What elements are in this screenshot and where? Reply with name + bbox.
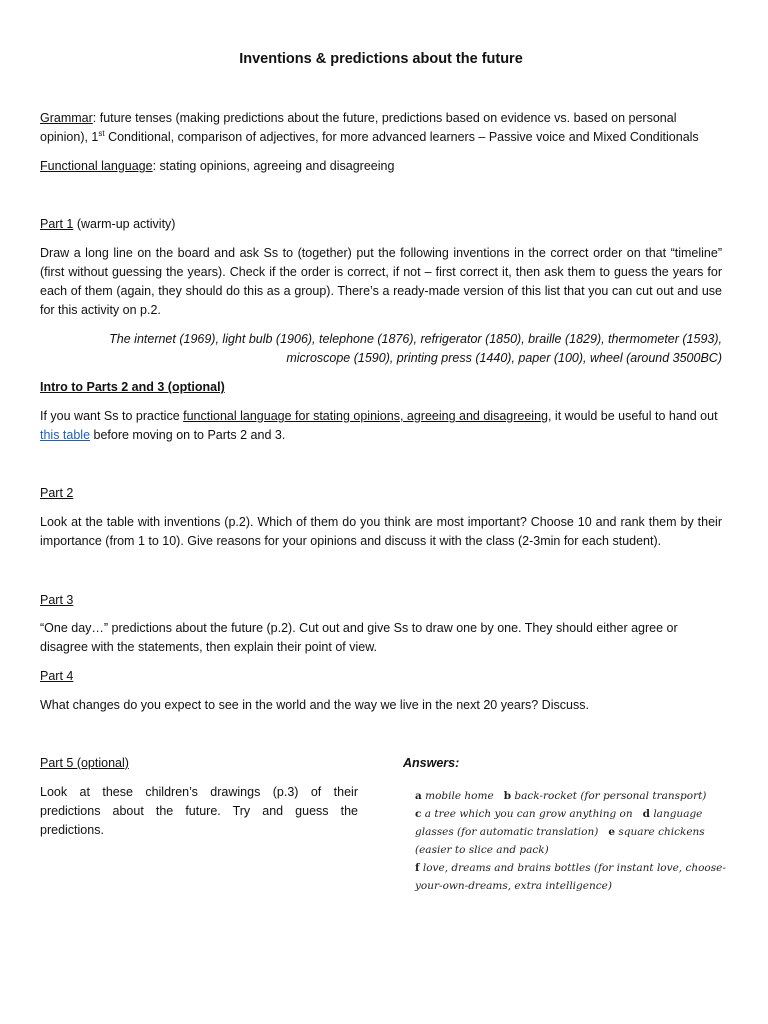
part1-heading-note: (warm-up activity): [73, 217, 176, 231]
part2-body: Look at the table with inventions (p.2). Which of them do you think are most important? Choose 10 and rank them by their importance (from 1 to 10). Give reasons for your opinions and discuss it with the class (2-3min for each student).: [40, 515, 722, 548]
inventions-list-line-2: microscope (1590), printing press (1440), paper (100), wheel (around 3500BC): [286, 351, 722, 365]
grammar-text-1: : future tenses (making predictions about the future, predictions based on evidence vs. based on personal opinion), 1: [40, 111, 677, 144]
part1-body: Draw a long line on the board and ask Ss to (together) put the following inventions in the correct order on that “timeline” (first without guessing the years). Check if the order is correct, if not – first correct it, then ask them to guess the years for each of them (again, they should do this as a group). There’s a ready-made version of this list that you can cut out and use for this activity on p.2.: [40, 246, 722, 317]
part3-heading: Part 3: [40, 593, 74, 607]
part4-heading: Part 4: [40, 669, 74, 683]
part2-heading: Part 2: [40, 486, 74, 500]
grammar-text-2: Conditional, comparison of adjectives, for more advanced learners – Passive voice and Mixed Conditionals: [104, 130, 699, 144]
functional-language-label: Functional language: [40, 159, 153, 173]
answers-heading: Answers:: [403, 756, 460, 770]
answers-list: [415, 787, 737, 895]
inventions-list-line-1: The internet (1969), light bulb (1906), telephone (1876), refrigerator (1850), braille (1829), thermometer (1593),: [109, 332, 722, 346]
answer-letter: f: [415, 862, 420, 874]
grammar-label: Grammar: [40, 111, 93, 125]
answer-letter: c: [415, 808, 422, 820]
this-table-link[interactable]: this table: [40, 428, 91, 442]
page-title: Inventions & predictions about the future: [239, 51, 523, 67]
intro-text-1: If you want Ss to practice: [40, 409, 184, 423]
intro-underlined-text: functional language for stating opinions, agreeing and disagreeing: [183, 409, 548, 423]
answer-text: back-rocket (for personal transport): [514, 790, 707, 802]
part1-heading: [40, 215, 722, 234]
grammar-paragraph: [40, 109, 722, 147]
answer-text: square chickens (easier to slice and pack): [415, 826, 705, 856]
part3-body: “One day…” predictions about the future (p.2). Cut out and give Ss to draw one by one. They should either agree or disagree with the statements, then explain their point of view.: [40, 621, 678, 654]
intro-text-3: before moving on to Parts 2 and 3.: [90, 428, 286, 442]
answer-text: language glasses (for automatic translation): [415, 808, 703, 838]
answer-text: love, dreams and brains bottles (for instant love, choose-your-own-dreams, extra intelligence): [415, 862, 726, 892]
answer-letter: e: [608, 826, 616, 838]
functional-language-paragraph: [40, 157, 722, 176]
part5-heading: Part 5 (optional): [40, 756, 129, 770]
answer-text: mobile home: [425, 790, 494, 802]
answer-letter: a: [415, 790, 422, 802]
grammar-superscript: st: [98, 128, 105, 138]
inventions-list: [40, 330, 722, 368]
intro-heading: Intro to Parts 2 and 3 (optional): [40, 380, 225, 394]
part4-body: What changes do you expect to see in the world and the way we live in the next 20 years? Discuss.: [40, 698, 589, 712]
answer-letter: d: [642, 808, 650, 820]
part5-body: Look at these children’s drawings (p.3) of their predictions about the future. Try and guess the predictions.: [40, 785, 358, 837]
functional-language-text: : stating opinions, agreeing and disagreeing: [152, 159, 395, 173]
answer-text: a tree which you can grow anything on: [424, 808, 633, 820]
intro-text-2: , it would be useful to hand out: [547, 409, 718, 423]
intro-body: [40, 407, 722, 445]
part1-heading-label: Part 1: [40, 217, 74, 231]
answer-letter: b: [503, 790, 512, 802]
